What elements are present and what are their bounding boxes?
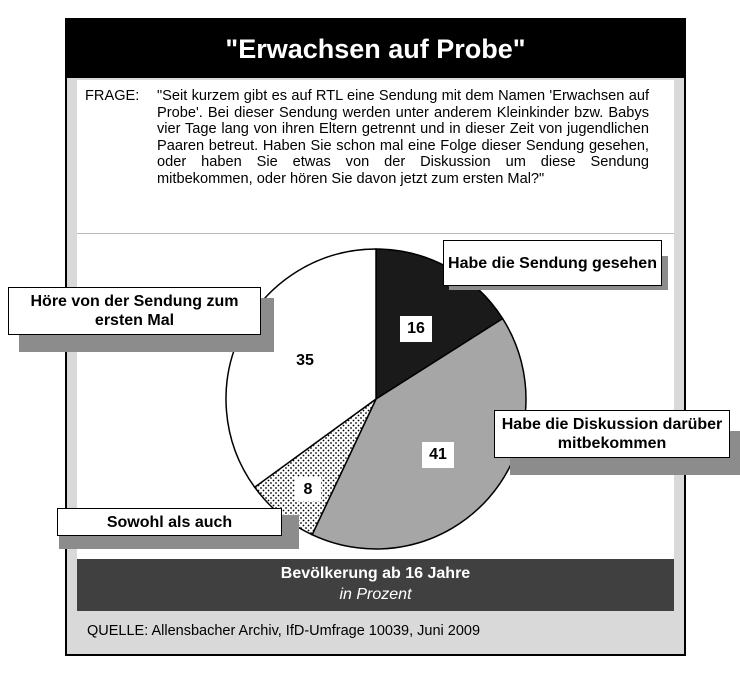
question-text: "Seit kurzem gibt es auf RTL eine Sendung mit dem Namen 'Erwachsen auf Probe'. Bei dieser Sendung werden unter anderem Kleinkinder bzw. Babys vier Tage lang von ihren Eltern getrennt und in dieser Zeit von jugendlichen Paaren betreut. Haben Sie schon mal eine Folge dieser Sendung gesehen, oder haben Sie etwas von der Diskussion um diese Sendung mitbekommen, oder hören Sie davon jetzt zum ersten Mal?" [157, 88, 649, 187]
base-line-2: in Prozent [339, 586, 412, 603]
value-label-gesehen: 16 [400, 316, 432, 342]
callout-diskussion: Habe die Diskussion darüber mitbekommen [494, 410, 730, 458]
value-label-sowohl: 8 [295, 477, 321, 501]
callout-erstes-mal: Höre von der Sendung zum ersten Mal [8, 287, 261, 335]
callout-gesehen: Habe die Sendung gesehen [443, 240, 662, 286]
chart-area [30, 233, 723, 560]
base-bar [77, 559, 674, 611]
question-box [77, 80, 674, 233]
source-note: QUELLE: Allensbacher Archiv, IfD-Umfrage 10039, Juni 2009 [87, 623, 481, 639]
value-label-diskussion: 41 [422, 442, 454, 468]
chart-frame [30, 18, 723, 656]
question-label: FRAGE: [85, 88, 140, 104]
value-label-erstes-mal: 35 [296, 352, 314, 369]
callout-sowohl: Sowohl als auch [57, 508, 282, 536]
base-line-1: Bevölkerung ab 16 Jahre [280, 565, 471, 582]
chart-title: "Erwachsen auf Probe" [67, 20, 684, 78]
